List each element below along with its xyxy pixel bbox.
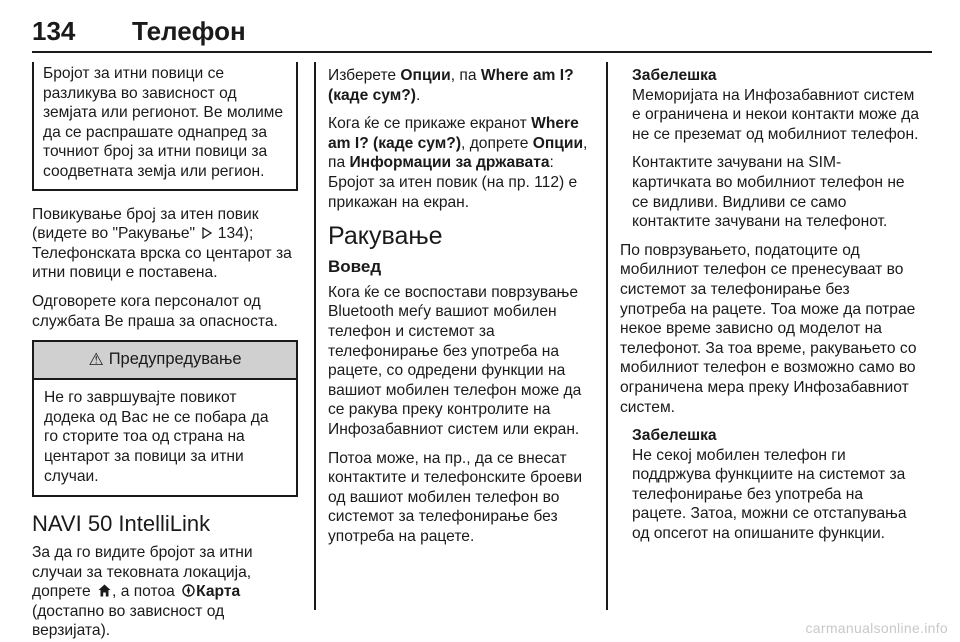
page-title: Телефон [132, 16, 246, 46]
warning-box [32, 340, 298, 497]
text: За да го видите бројот за итни случаи за тековната локација, допрете [32, 544, 253, 601]
text: Повикување број за итен повик (видете во "Ракување" [32, 205, 259, 243]
text: , допрете [461, 134, 529, 152]
paragraph: Контактите зачувани на SIM-картичката во мобилниот телефон не се видливи. Видливи се само контактите зачувани на телефонот. [632, 154, 905, 231]
paragraph [32, 543, 298, 641]
text-bold: Where am I? (каде сум?) [328, 67, 574, 104]
warning-header [34, 342, 296, 380]
column-3 [620, 66, 920, 553]
text: Кога ќе се прикаже екранот [328, 115, 527, 133]
paragraph [32, 205, 298, 283]
warning-text: Не го завршувајте повикот додека од Вас не се побара да го сторите тоа од страна на центарот за повици за итни случаи. [44, 389, 269, 485]
column-2 [328, 66, 594, 555]
text: Потоа може, на пр., да се внесат контактите и телефонските броеви од вашиот мобилен телефон во системот за телефонирање без употреба на рацете. [328, 449, 583, 545]
watermark: carmanualsonline.info [805, 620, 948, 636]
paragraph [328, 114, 594, 212]
note-box [32, 62, 298, 191]
triangle-right-icon [202, 227, 212, 239]
warning-title: Предупредување [108, 350, 242, 369]
text: Изберете [328, 67, 397, 84]
text-bold: Опции [532, 134, 584, 152]
text: : Бројот за итен повик (на пр. 112) е прикажан на екран. [328, 154, 578, 211]
page-header [32, 10, 932, 50]
column-1 [32, 66, 298, 642]
warning-icon: ⚠ [88, 350, 104, 370]
compass-icon [182, 584, 195, 597]
warning-body [34, 380, 296, 495]
subsection-heading: Вовед [328, 257, 382, 277]
paragraph: По поврзувањето, податоците од мобилниот телефон се пренесуваат во системот за телефонирање без употреба на рацете. Тоа може да потрае некое време зависно од моделот на телефонот. За тоа време, ракувањето со мобилниот телефон е возможно само во ограничена мера преку Инфозабавниот систем. [620, 241, 917, 416]
text: . [415, 86, 421, 104]
section-heading: NAVI 50 IntelliLink [32, 511, 211, 537]
paragraph [32, 292, 298, 331]
text: , па [328, 134, 588, 172]
paragraph [328, 283, 594, 440]
home-icon [98, 584, 111, 597]
text: Одговорете кога персоналот од службата Ве праша за опасноста. [32, 292, 278, 330]
column-divider-1 [314, 62, 316, 610]
text-bold: Опции [400, 67, 451, 84]
section-heading: Ракување [328, 222, 443, 251]
paragraph [328, 449, 594, 547]
text: , а потоа [112, 583, 175, 601]
text: Кога ќе се воспостави поврзување Bluetooth меѓу вашиот мобилен телефон и системот за телефонирање без употреба на рацете, со одредени функции на вашиот мобилен телефон може да се ракува преку контролите на Инфозабавниот систем или екран. [328, 283, 582, 438]
text-bold: Карта [196, 583, 241, 601]
paragraph: Не секој мобилен телефон ги поддржува функциите на системот за телефонирање без употреба на рацете. Затоа, можни се отстапувања од опсегот на опишаните функции. [632, 446, 907, 543]
note-title: Забелешка [632, 427, 717, 445]
note-block [620, 66, 920, 232]
header-rule [32, 51, 932, 53]
text: (достапно во зависност од верзијата). [32, 602, 225, 640]
page-number: 134 [32, 16, 76, 46]
paragraph [328, 66, 594, 105]
page-reference: 134 [217, 225, 244, 243]
text-bold: Информации за државата [349, 154, 550, 172]
column-divider-2 [606, 62, 608, 610]
text: ); Телефонската врска со центарот за итни повици е поставена. [32, 225, 292, 282]
paragraph: Меморијата на Инфозабавниот систем е ограничена и некои контакти може да не се преземат од мобилниот телефон. [632, 86, 920, 143]
note-title: Забелешка [632, 67, 717, 84]
note-block [620, 426, 920, 544]
text-bold: Where am I? (каде сум?) [328, 115, 579, 152]
note-box-text: Бројот за итни повици се разликува во зависност од земјата или регионот. Ве молиме да се распрашате однапред за точниот број за итни повици за соодветната земја или регион. [43, 65, 284, 180]
text: , па [450, 67, 477, 84]
